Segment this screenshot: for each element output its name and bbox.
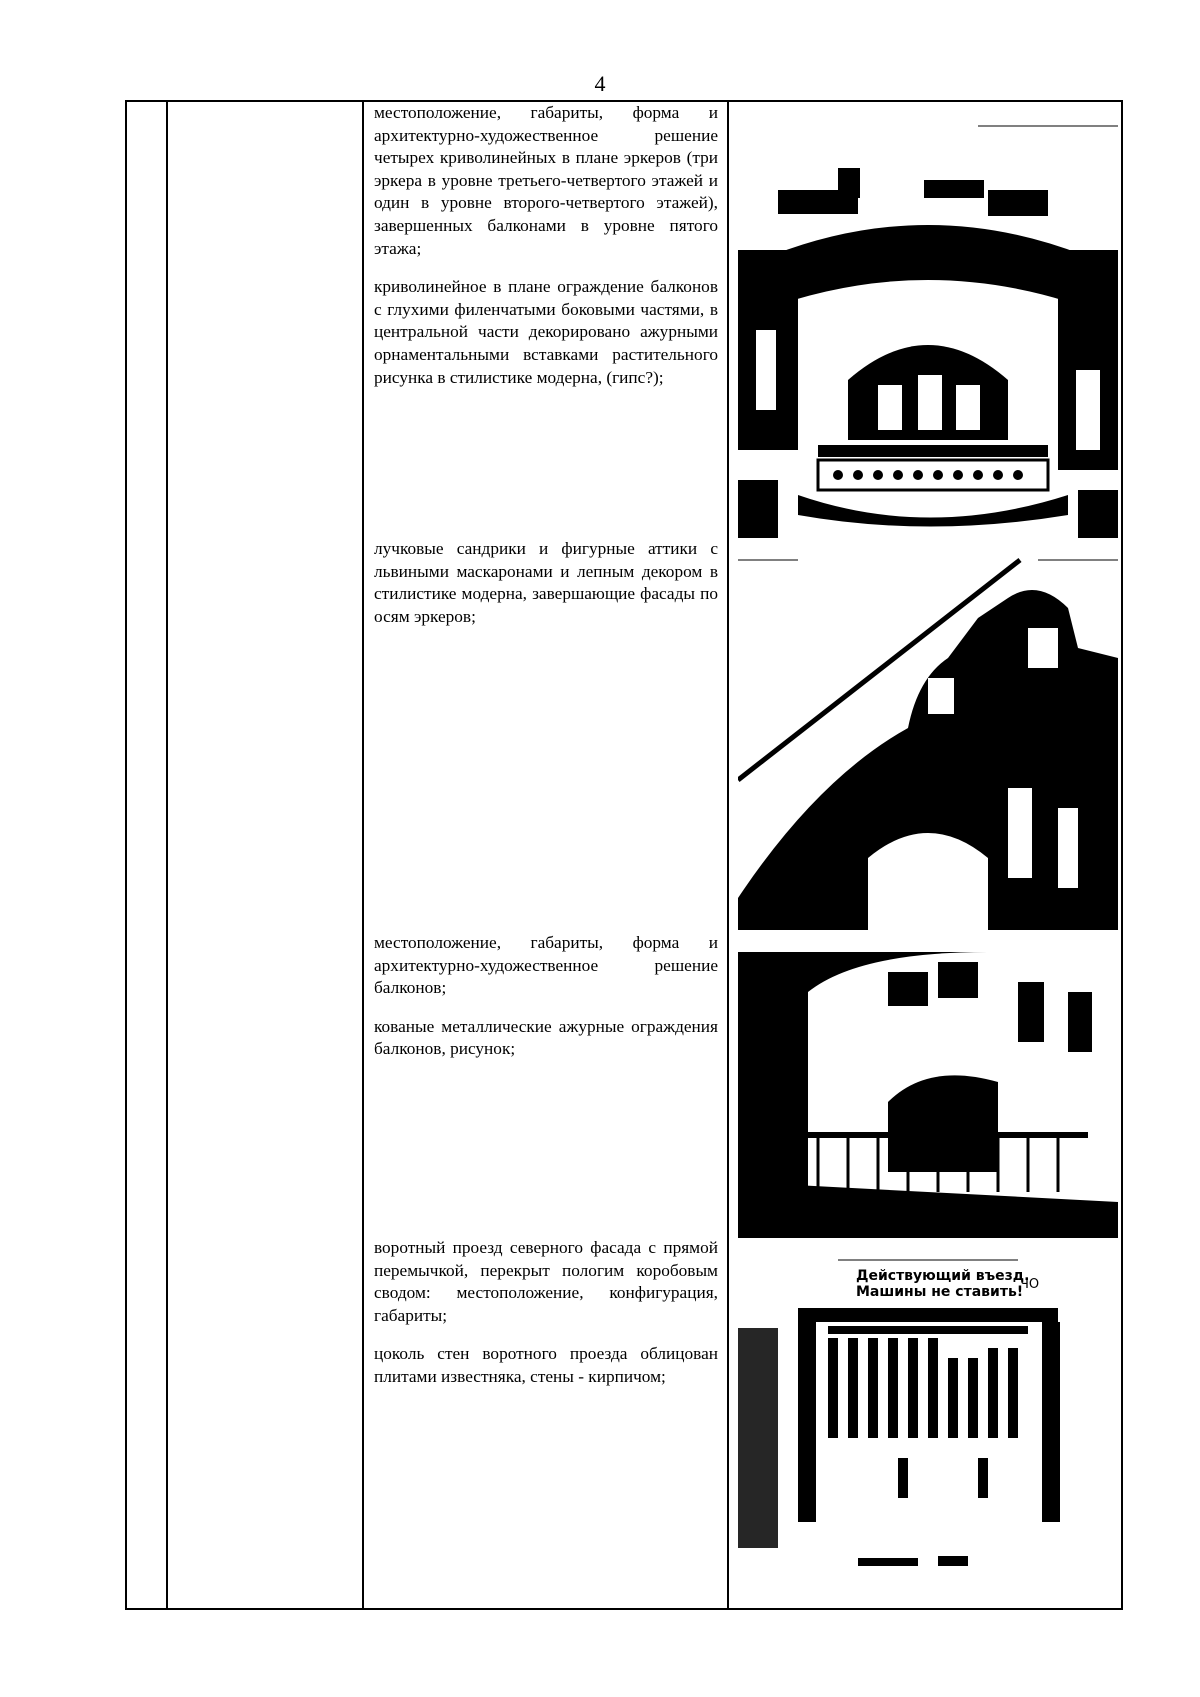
paragraph: воротный проезд северного фасада с прямой перемычкой, перекрыт пологим коробовым сводом: местоположение, конфигурация, габариты; [374, 1238, 718, 1325]
sign-line-1: Действующий въезд. [856, 1268, 1030, 1284]
column-divider-3 [727, 100, 729, 1610]
description-block-gateway [374, 1237, 718, 1405]
photo-balcony-railing [738, 952, 1118, 1238]
sign-line-2: Машины не ставить! [856, 1284, 1024, 1300]
photo-attic-mascarons [738, 558, 1118, 930]
paragraph: лучковые сандрики и фигурные аттики с львиными маскаронами и лепным декором в стилистике модерна, завершающие фасады по осям эркеров; [374, 539, 718, 626]
column-divider-1 [166, 100, 168, 1610]
column-divider-2 [362, 100, 364, 1610]
paragraph: местоположение, габариты, форма и архитектурно-художественное решение четырех криволинейных в плане эркеров (три эркера в уровне третьего-четвертого этажей и один в уровне второго-четвертого этажей), завершенных балконами в уровне пятого этажа; [374, 103, 718, 258]
photo-bay-window [738, 120, 1118, 538]
description-block-facade-bays [374, 102, 718, 405]
description-block-attics [374, 538, 718, 644]
paragraph: криволинейное в плане ограждение балконов с глухими филенчатыми боковыми частями, в центральной части декорировано ажурными орнаментальными вставками растительного рисунка в стилистике модерна, (гипс?); [374, 277, 718, 387]
paragraph: местоположение, габариты, форма и архитектурно-художественное решение балконов; [374, 933, 718, 998]
photo-gateway [738, 1258, 1118, 1600]
description-block-balconies [374, 932, 718, 1077]
paragraph: цоколь стен воротного проезда облицован плитами известняка, стены - кирпичом; [374, 1344, 718, 1386]
paragraph: кованые металлические ажурные ограждения балконов, рисунок; [374, 1016, 718, 1059]
sign-extra: ЧО [1020, 1277, 1040, 1292]
page-number: 4 [594, 71, 606, 96]
